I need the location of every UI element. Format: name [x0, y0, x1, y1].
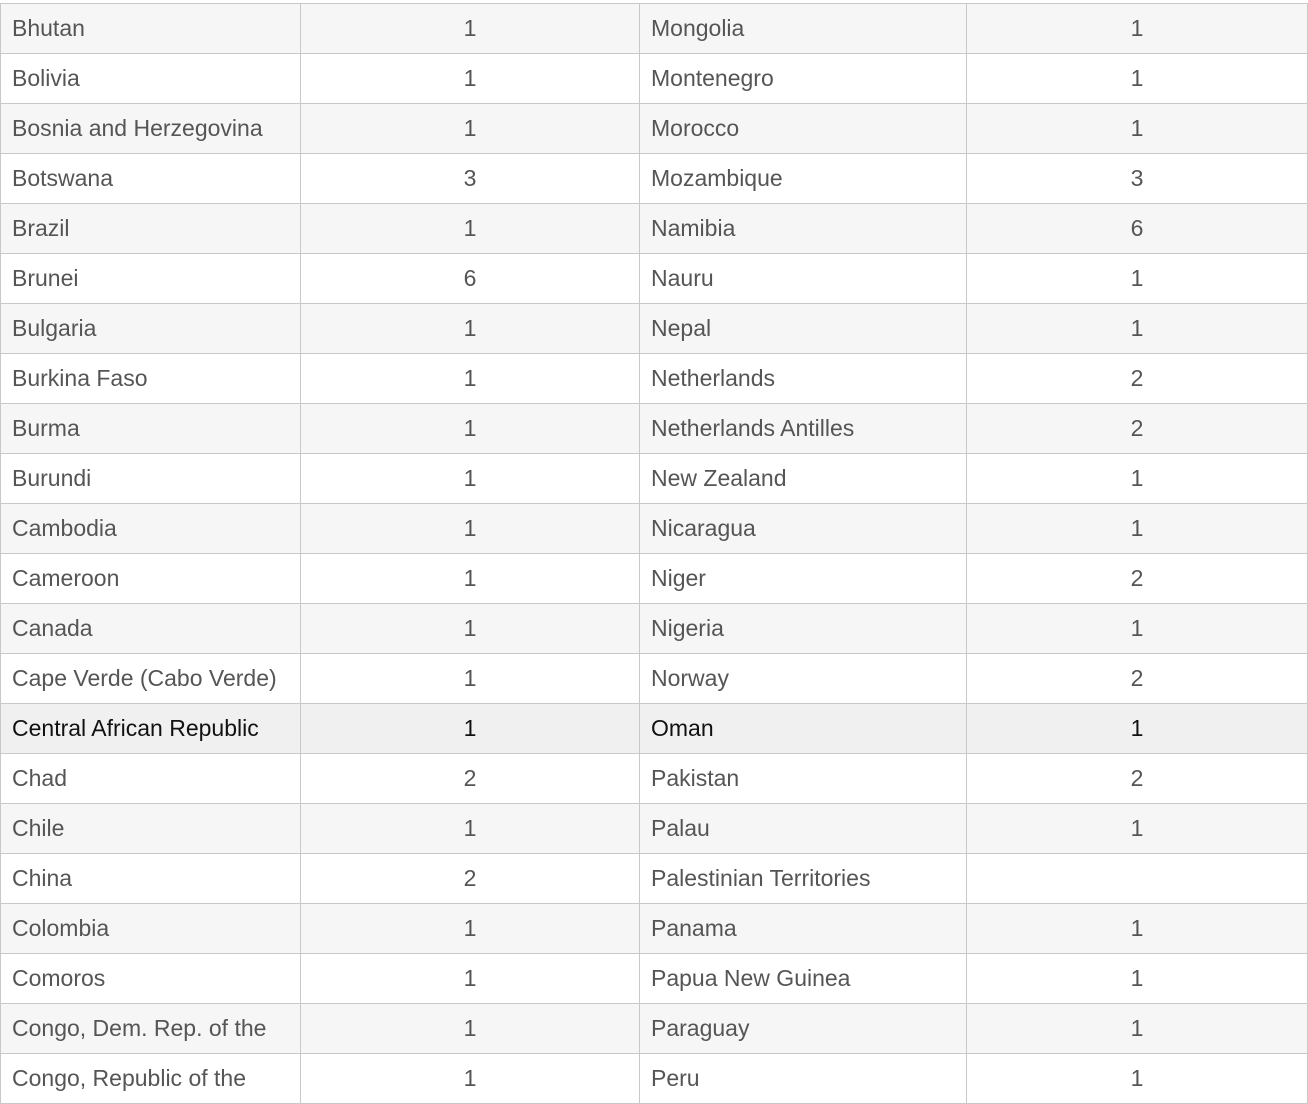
right-country-cell: Norway: [640, 654, 967, 704]
left-count-cell: 2: [301, 854, 640, 904]
right-country-cell: Palestinian Territories: [640, 854, 967, 904]
right-country-cell: Palau: [640, 804, 967, 854]
right-count-cell: [967, 854, 1308, 904]
left-count-cell: 1: [301, 654, 640, 704]
right-country-cell: Niger: [640, 554, 967, 604]
right-count-cell: 1: [967, 304, 1308, 354]
left-count-cell: 1: [301, 454, 640, 504]
left-count-cell: 1: [301, 354, 640, 404]
table-row: [1, 604, 1308, 654]
left-country-cell: Bosnia and Herzegovina: [1, 104, 301, 154]
table-row: [1, 304, 1308, 354]
left-country-cell: Colombia: [1, 904, 301, 954]
table-row: [1, 104, 1308, 154]
left-country-cell: Brazil: [1, 204, 301, 254]
left-country-cell: Burundi: [1, 454, 301, 504]
right-count-cell: 1: [967, 1054, 1308, 1104]
right-count-cell: 1: [967, 504, 1308, 554]
right-country-cell: Oman: [640, 704, 967, 754]
left-count-cell: 1: [301, 904, 640, 954]
left-count-cell: 1: [301, 4, 640, 54]
right-country-cell: Nicaragua: [640, 504, 967, 554]
table-row: [1, 4, 1308, 54]
right-country-cell: Mongolia: [640, 4, 967, 54]
left-count-cell: 1: [301, 404, 640, 454]
table-row: [1, 804, 1308, 854]
left-count-cell: 2: [301, 754, 640, 804]
right-country-cell: Nauru: [640, 254, 967, 304]
right-count-cell: 1: [967, 104, 1308, 154]
table-body: [1, 4, 1308, 1104]
right-count-cell: 1: [967, 454, 1308, 504]
right-country-cell: Pakistan: [640, 754, 967, 804]
left-count-cell: 1: [301, 504, 640, 554]
right-country-cell: Mozambique: [640, 154, 967, 204]
right-country-cell: Namibia: [640, 204, 967, 254]
table-row: [1, 504, 1308, 554]
right-country-cell: New Zealand: [640, 454, 967, 504]
left-count-cell: 1: [301, 204, 640, 254]
table-row: [1, 54, 1308, 104]
right-country-cell: Netherlands: [640, 354, 967, 404]
right-count-cell: 1: [967, 4, 1308, 54]
right-country-cell: Paraguay: [640, 1004, 967, 1054]
left-country-cell: Burkina Faso: [1, 354, 301, 404]
right-count-cell: 1: [967, 1004, 1308, 1054]
left-count-cell: 3: [301, 154, 640, 204]
table-row: [1, 704, 1308, 754]
right-country-cell: Papua New Guinea: [640, 954, 967, 1004]
left-country-cell: Cape Verde (Cabo Verde): [1, 654, 301, 704]
right-country-cell: Peru: [640, 1054, 967, 1104]
table-row: [1, 1004, 1308, 1054]
left-count-cell: 1: [301, 954, 640, 1004]
right-count-cell: 1: [967, 904, 1308, 954]
left-country-cell: Cameroon: [1, 554, 301, 604]
right-country-cell: Netherlands Antilles: [640, 404, 967, 454]
right-count-cell: 2: [967, 354, 1308, 404]
left-count-cell: 1: [301, 104, 640, 154]
left-count-cell: 1: [301, 304, 640, 354]
right-count-cell: 1: [967, 704, 1308, 754]
left-count-cell: 1: [301, 554, 640, 604]
right-country-cell: Panama: [640, 904, 967, 954]
left-country-cell: Central African Republic: [1, 704, 301, 754]
left-country-cell: Canada: [1, 604, 301, 654]
left-country-cell: Comoros: [1, 954, 301, 1004]
left-country-cell: Chad: [1, 754, 301, 804]
right-count-cell: 6: [967, 204, 1308, 254]
table-row: [1, 954, 1308, 1004]
right-count-cell: 2: [967, 654, 1308, 704]
table-row: [1, 204, 1308, 254]
right-count-cell: 1: [967, 254, 1308, 304]
left-country-cell: Brunei: [1, 254, 301, 304]
left-count-cell: 1: [301, 704, 640, 754]
left-count-cell: 1: [301, 1004, 640, 1054]
left-country-cell: Burma: [1, 404, 301, 454]
table-row: [1, 654, 1308, 704]
left-country-cell: China: [1, 854, 301, 904]
left-country-cell: Botswana: [1, 154, 301, 204]
right-country-cell: Montenegro: [640, 54, 967, 104]
table-row: [1, 904, 1308, 954]
right-count-cell: 1: [967, 54, 1308, 104]
right-count-cell: 1: [967, 804, 1308, 854]
right-country-cell: Nigeria: [640, 604, 967, 654]
right-country-cell: Morocco: [640, 104, 967, 154]
left-count-cell: 1: [301, 804, 640, 854]
table-row: [1, 1054, 1308, 1104]
left-count-cell: 1: [301, 604, 640, 654]
table-row: [1, 754, 1308, 804]
left-count-cell: 6: [301, 254, 640, 304]
right-count-cell: 3: [967, 154, 1308, 204]
left-country-cell: Cambodia: [1, 504, 301, 554]
left-country-cell: Bolivia: [1, 54, 301, 104]
left-country-cell: Chile: [1, 804, 301, 854]
right-count-cell: 1: [967, 604, 1308, 654]
left-country-cell: Bulgaria: [1, 304, 301, 354]
table-row: [1, 404, 1308, 454]
right-count-cell: 2: [967, 554, 1308, 604]
right-count-cell: 2: [967, 754, 1308, 804]
right-count-cell: 2: [967, 404, 1308, 454]
table-row: [1, 354, 1308, 404]
right-country-cell: Nepal: [640, 304, 967, 354]
table-row: [1, 854, 1308, 904]
left-count-cell: 1: [301, 54, 640, 104]
table-row: [1, 154, 1308, 204]
left-count-cell: 1: [301, 1054, 640, 1104]
right-count-cell: 1: [967, 954, 1308, 1004]
left-country-cell: Congo, Republic of the: [1, 1054, 301, 1104]
left-country-cell: Bhutan: [1, 4, 301, 54]
left-country-cell: Congo, Dem. Rep. of the: [1, 1004, 301, 1054]
table-row: [1, 554, 1308, 604]
table-row: [1, 454, 1308, 504]
table-row: [1, 254, 1308, 304]
country-count-table: [0, 3, 1308, 1104]
